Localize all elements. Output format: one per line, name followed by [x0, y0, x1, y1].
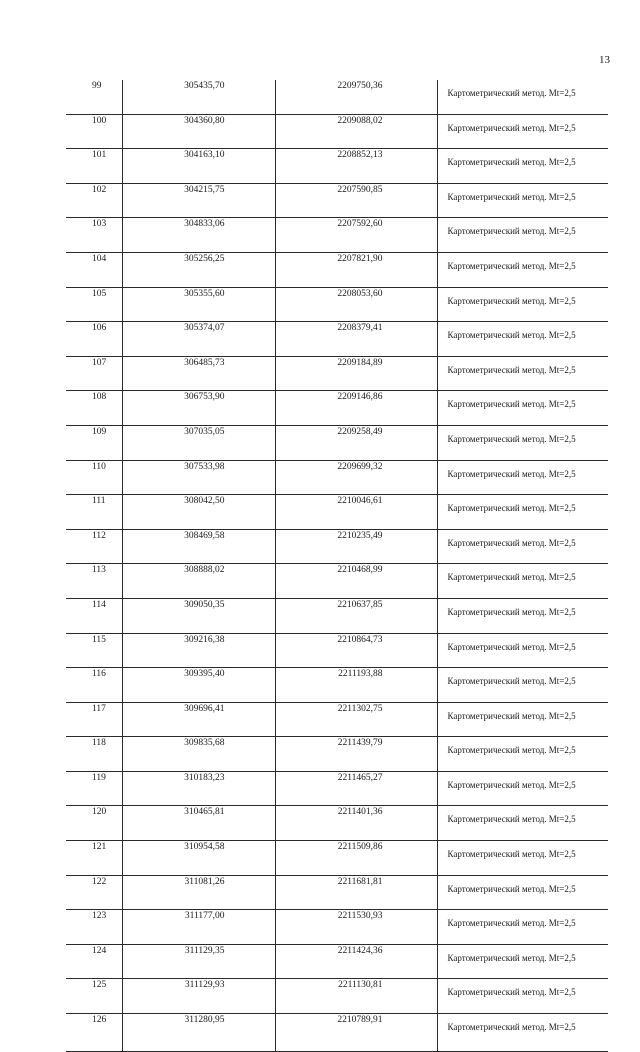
table-row — [66, 356, 608, 391]
y-coordinate-cell: 2211193,88 — [275, 668, 437, 703]
y-coordinate-cell: 2210864,73 — [275, 633, 437, 668]
method-cell: Картометрический метод. Mt=2,5 — [437, 80, 608, 114]
point-number-cell: 121 — [66, 841, 122, 876]
x-coordinate-cell: 304833,06 — [122, 218, 275, 253]
y-coordinate-cell: 2210789,91 — [275, 1014, 437, 1052]
x-coordinate-cell: 311280,95 — [122, 1014, 275, 1052]
point-number-cell: 124 — [66, 944, 122, 979]
point-number-cell: 109 — [66, 425, 122, 460]
x-coordinate-cell: 305355,60 — [122, 287, 275, 322]
table-row — [66, 1014, 608, 1052]
x-coordinate-cell: 305435,70 — [122, 80, 275, 114]
table-row — [66, 252, 608, 287]
table-row — [66, 149, 608, 184]
method-cell: Картометрический метод. Mt=2,5 — [437, 114, 608, 149]
table-row — [66, 425, 608, 460]
y-coordinate-cell: 2210046,61 — [275, 495, 437, 530]
x-coordinate-cell: 305256,25 — [122, 252, 275, 287]
x-coordinate-cell: 310954,58 — [122, 841, 275, 876]
coordinates-table-body — [66, 80, 608, 1052]
y-coordinate-cell: 2211465,27 — [275, 771, 437, 806]
table-row — [66, 391, 608, 426]
point-number-cell: 114 — [66, 598, 122, 633]
method-cell: Картометрический метод. Mt=2,5 — [437, 391, 608, 426]
x-coordinate-cell: 309050,35 — [122, 598, 275, 633]
y-coordinate-cell: 2207821,90 — [275, 252, 437, 287]
y-coordinate-cell: 2211424,36 — [275, 944, 437, 979]
method-cell: Картометрический метод. Mt=2,5 — [437, 806, 608, 841]
method-cell: Картометрический метод. Mt=2,5 — [437, 529, 608, 564]
method-cell: Картометрический метод. Mt=2,5 — [437, 841, 608, 876]
x-coordinate-cell: 309395,40 — [122, 668, 275, 703]
point-number-cell: 105 — [66, 287, 122, 322]
method-cell: Картометрический метод. Mt=2,5 — [437, 183, 608, 218]
y-coordinate-cell: 2209258,49 — [275, 425, 437, 460]
y-coordinate-cell: 2208852,13 — [275, 149, 437, 184]
method-cell: Картометрический метод. Mt=2,5 — [437, 979, 608, 1014]
method-cell: Картометрический метод. Mt=2,5 — [437, 287, 608, 322]
y-coordinate-cell: 2209699,32 — [275, 460, 437, 495]
point-number-cell: 99 — [66, 80, 122, 114]
x-coordinate-cell: 304215,75 — [122, 183, 275, 218]
point-number-cell: 122 — [66, 875, 122, 910]
table-row — [66, 460, 608, 495]
y-coordinate-cell: 2207590,85 — [275, 183, 437, 218]
table-row — [66, 564, 608, 599]
table-row — [66, 80, 608, 114]
point-number-cell: 120 — [66, 806, 122, 841]
x-coordinate-cell: 309216,38 — [122, 633, 275, 668]
method-cell: Картометрический метод. Mt=2,5 — [437, 322, 608, 357]
table-row — [66, 529, 608, 564]
method-cell: Картометрический метод. Mt=2,5 — [437, 944, 608, 979]
x-coordinate-cell: 309696,41 — [122, 702, 275, 737]
y-coordinate-cell: 2211302,75 — [275, 702, 437, 737]
y-coordinate-cell: 2211530,93 — [275, 910, 437, 945]
point-number-cell: 110 — [66, 460, 122, 495]
x-coordinate-cell: 304360,80 — [122, 114, 275, 149]
y-coordinate-cell: 2211509,86 — [275, 841, 437, 876]
table-row — [66, 771, 608, 806]
x-coordinate-cell: 308469,58 — [122, 529, 275, 564]
x-coordinate-cell: 311081,26 — [122, 875, 275, 910]
x-coordinate-cell: 307533,98 — [122, 460, 275, 495]
point-number-cell: 104 — [66, 252, 122, 287]
point-number-cell: 118 — [66, 737, 122, 772]
y-coordinate-cell: 2207592,60 — [275, 218, 437, 253]
x-coordinate-cell: 310465,81 — [122, 806, 275, 841]
point-number-cell: 100 — [66, 114, 122, 149]
point-number-cell: 111 — [66, 495, 122, 530]
point-number-cell: 126 — [66, 1014, 122, 1052]
point-number-cell: 102 — [66, 183, 122, 218]
point-number-cell: 112 — [66, 529, 122, 564]
x-coordinate-cell: 304163,10 — [122, 149, 275, 184]
y-coordinate-cell: 2208053,60 — [275, 287, 437, 322]
table-row — [66, 806, 608, 841]
x-coordinate-cell: 310183,23 — [122, 771, 275, 806]
table-row — [66, 702, 608, 737]
point-number-cell: 119 — [66, 771, 122, 806]
table-row — [66, 218, 608, 253]
method-cell: Картометрический метод. Mt=2,5 — [437, 598, 608, 633]
point-number-cell: 106 — [66, 322, 122, 357]
method-cell: Картометрический метод. Mt=2,5 — [437, 1014, 608, 1052]
method-cell: Картометрический метод. Mt=2,5 — [437, 910, 608, 945]
y-coordinate-cell: 2210468,99 — [275, 564, 437, 599]
table-row — [66, 114, 608, 149]
method-cell: Картометрический метод. Mt=2,5 — [437, 218, 608, 253]
point-number-cell: 117 — [66, 702, 122, 737]
method-cell: Картометрический метод. Mt=2,5 — [437, 564, 608, 599]
x-coordinate-cell: 308042,50 — [122, 495, 275, 530]
y-coordinate-cell: 2208379,41 — [275, 322, 437, 357]
method-cell: Картометрический метод. Mt=2,5 — [437, 149, 608, 184]
x-coordinate-cell: 306485,73 — [122, 356, 275, 391]
table-row — [66, 633, 608, 668]
table-row — [66, 737, 608, 772]
y-coordinate-cell: 2211681,81 — [275, 875, 437, 910]
y-coordinate-cell: 2211130,81 — [275, 979, 437, 1014]
point-number-cell: 123 — [66, 910, 122, 945]
point-number-cell: 125 — [66, 979, 122, 1014]
point-number-cell: 113 — [66, 564, 122, 599]
method-cell: Картометрический метод. Mt=2,5 — [437, 425, 608, 460]
table-row — [66, 841, 608, 876]
x-coordinate-cell: 305374,07 — [122, 322, 275, 357]
point-number-cell: 116 — [66, 668, 122, 703]
method-cell: Картометрический метод. Mt=2,5 — [437, 495, 608, 530]
method-cell: Картометрический метод. Mt=2,5 — [437, 702, 608, 737]
point-number-cell: 115 — [66, 633, 122, 668]
table-row — [66, 287, 608, 322]
y-coordinate-cell: 2209088,02 — [275, 114, 437, 149]
method-cell: Картометрический метод. Mt=2,5 — [437, 771, 608, 806]
x-coordinate-cell: 306753,90 — [122, 391, 275, 426]
table-row — [66, 183, 608, 218]
table-row — [66, 322, 608, 357]
method-cell: Картометрический метод. Mt=2,5 — [437, 633, 608, 668]
method-cell: Картометрический метод. Mt=2,5 — [437, 252, 608, 287]
y-coordinate-cell: 2209146,86 — [275, 391, 437, 426]
point-number-cell: 101 — [66, 149, 122, 184]
table-row — [66, 944, 608, 979]
page-number: 13 — [599, 54, 610, 66]
method-cell: Картометрический метод. Mt=2,5 — [437, 460, 608, 495]
point-number-cell: 107 — [66, 356, 122, 391]
method-cell: Картометрический метод. Mt=2,5 — [437, 668, 608, 703]
point-number-cell: 108 — [66, 391, 122, 426]
y-coordinate-cell: 2210637,85 — [275, 598, 437, 633]
y-coordinate-cell: 2209750,36 — [275, 80, 437, 114]
x-coordinate-cell: 311129,93 — [122, 979, 275, 1014]
method-cell: Картометрический метод. Mt=2,5 — [437, 875, 608, 910]
y-coordinate-cell: 2211401,36 — [275, 806, 437, 841]
method-cell: Картометрический метод. Mt=2,5 — [437, 737, 608, 772]
point-number-cell: 103 — [66, 218, 122, 253]
x-coordinate-cell: 308888,02 — [122, 564, 275, 599]
x-coordinate-cell: 309835,68 — [122, 737, 275, 772]
x-coordinate-cell: 311129,35 — [122, 944, 275, 979]
table-row — [66, 979, 608, 1014]
y-coordinate-cell: 2209184,89 — [275, 356, 437, 391]
coordinates-table — [66, 80, 608, 1052]
y-coordinate-cell: 2210235,49 — [275, 529, 437, 564]
table-row — [66, 598, 608, 633]
table-row — [66, 668, 608, 703]
x-coordinate-cell: 311177,00 — [122, 910, 275, 945]
y-coordinate-cell: 2211439,79 — [275, 737, 437, 772]
table-row — [66, 495, 608, 530]
method-cell: Картометрический метод. Mt=2,5 — [437, 356, 608, 391]
x-coordinate-cell: 307035,05 — [122, 425, 275, 460]
table-row — [66, 910, 608, 945]
